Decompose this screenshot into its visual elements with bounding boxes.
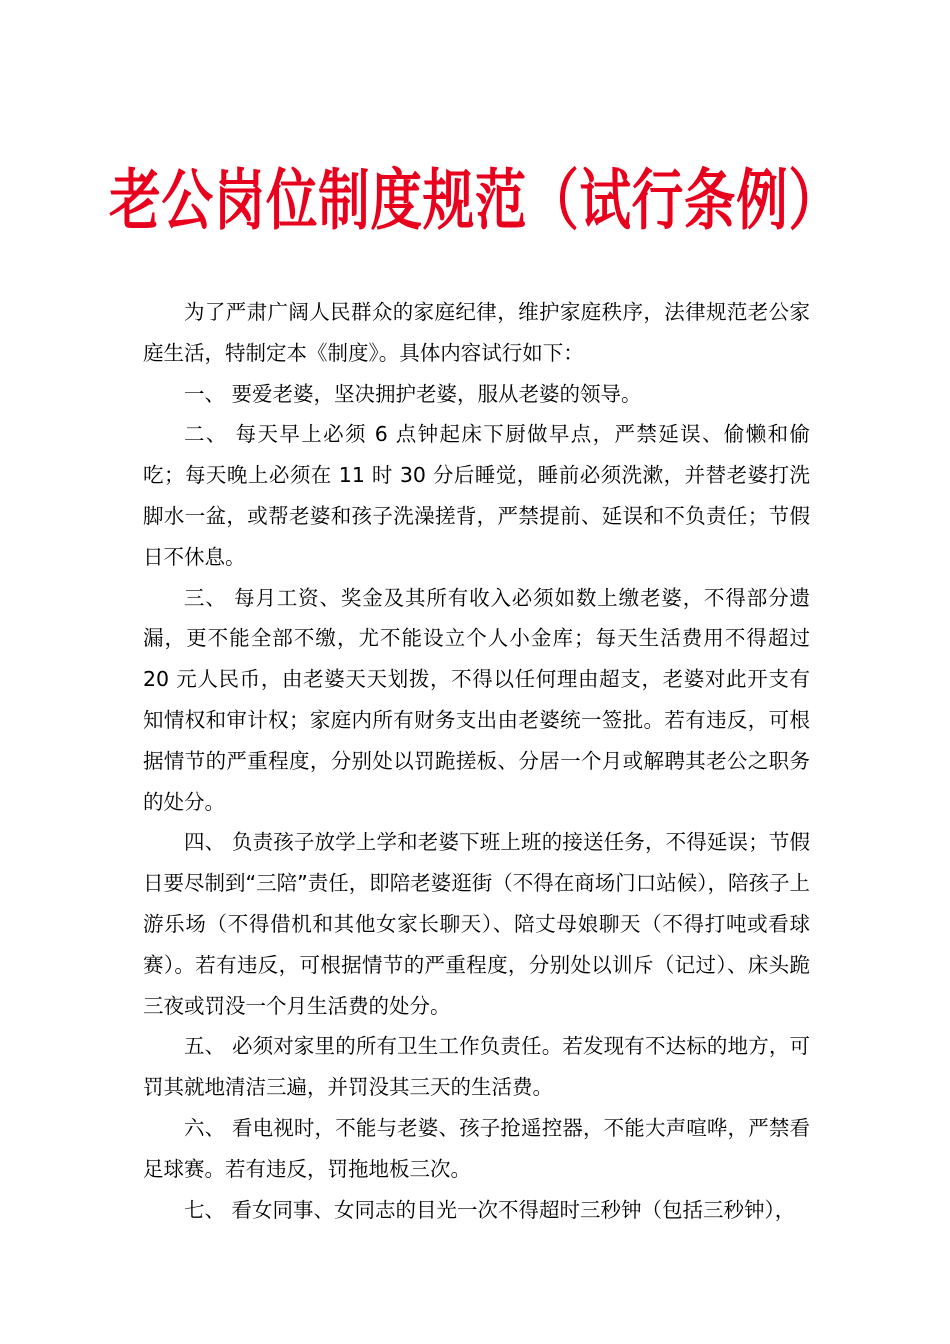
paragraph-article-6: 六、 看电视时，不能与老婆、孩子抢遥控器，不能大声喧哗，严禁看足球赛。若有违反，罚拖地板三次。: [143, 1115, 810, 1181]
paragraph-article-7: 七、 看女同事、女同志的目光一次不得超时三秒钟（包括三秒钟），: [184, 1197, 796, 1222]
paragraph-article-4: 四、 负责孩子放学上学和老婆下班上班的接送任务，不得延误；节假日要尽制到“三陪”责任，即陪老婆逛街（不得在商场门口站候），陪孩子上游乐场（不得借机和其他女家长聊天）、陪丈母娘聊天（不得打吨或看球赛）。若有违反，可根据情节的严重程度，分别处以训斥（记过）、床头跪三夜或罚没一个月生活费的处分。: [143, 830, 810, 1018]
paragraph-article-2: 二、 每天早上必须 6 点钟起床下厨做早点，严禁延误、偷懒和偷吃；每天晚上必须在 11 时 30 分后睡觉，睡前必须洗漱，并替老婆打洗脚水一盆，或帮老婆和孩子洗澡搓背，严禁提前、延误和不负责任；节假日不休息。: [143, 422, 810, 569]
paragraph-article-1: 一、 要爱老婆，坚决拥护老婆，服从老婆的领导。: [184, 381, 642, 406]
document-title: 老公岗位制度规范（试行条例）: [109, 161, 841, 239]
paragraph-intro: 为了严肃广阔人民群众的家庭纪律，维护家庭秩序，法律规范老公家庭生活，特制定本《制度》。具体内容试行如下：: [143, 300, 810, 365]
paragraph-article-5: 五、 必须对家里的所有卫生工作负责任。若发现有不达标的地方，可罚其就地清洁三遍，并罚没其三天的生活费。: [143, 1034, 810, 1100]
document-body: [143, 292, 810, 1230]
paragraph-article-3: 三、 每月工资、奖金及其所有收入必须如数上缴老婆，不得部分遗漏，更不能全部不缴，尤不能设立个人小金库；每天生活费用不得超过 20 元人民币，由老婆天天划拨，不得以任何理由超支，老婆对此开支有知情权和审计权；家庭内所有财务支出由老婆统一签批。若有违反，可根据情节的严重程度，分别处以罚跪搓板、分居一个月或解聘其老公之职务的处分。: [143, 585, 810, 814]
